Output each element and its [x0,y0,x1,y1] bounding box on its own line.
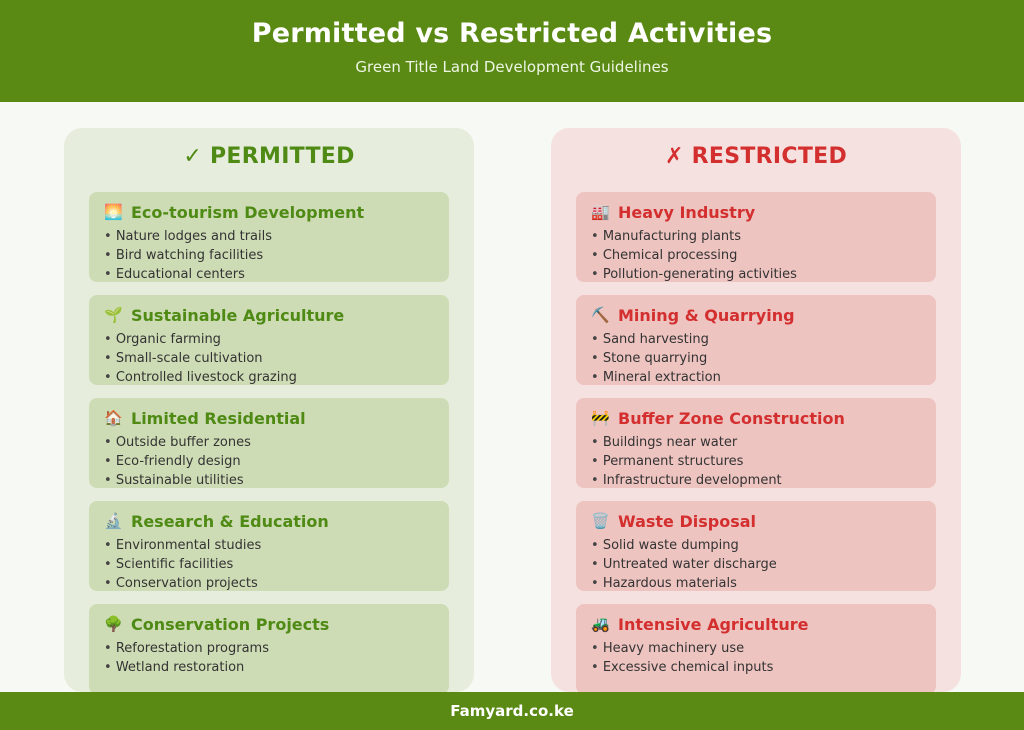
landscape-icon: 🌅 [104,203,123,221]
card-title: Heavy Industry [618,202,756,222]
list-item: • Wetland restoration [104,658,449,677]
list-item: • Educational centers [104,265,449,282]
factory-icon: 🏭 [591,203,610,221]
card-title: Mining & Quarrying [618,305,795,325]
card-item-list [591,639,936,677]
card-header [591,304,936,326]
list-item: • Small-scale cultivation [104,349,449,368]
list-item: • Untreated water discharge [591,555,936,574]
restricted-card [576,398,936,488]
card-header [104,510,449,532]
list-item: • Bird watching facilities [104,246,449,265]
pickaxe-icon: ⛏️ [591,306,610,324]
restricted-card [576,295,936,385]
tractor-icon: 🚜 [591,615,610,633]
construction-icon: 🚧 [591,409,610,427]
list-item: • Outside buffer zones [104,433,449,452]
permitted-card [89,501,449,591]
card-title: Research & Education [131,511,329,531]
permitted-card [89,295,449,385]
card-title: Intensive Agriculture [618,614,809,634]
card-title: Conservation Projects [131,614,330,634]
card-item-list [104,227,449,282]
restricted-heading: ✗ RESTRICTED [664,144,848,169]
list-item: • Solid waste dumping [591,536,936,555]
list-item: • Mineral extraction [591,368,936,385]
footer-site-name: Famyard.co.ke [450,702,574,720]
card-item-list [104,330,449,385]
card-item-list [104,433,449,488]
permitted-card [89,604,449,694]
card-header [591,510,936,532]
card-title: Sustainable Agriculture [131,305,345,325]
card-item-list [591,227,936,282]
list-item: • Reforestation programs [104,639,449,658]
restricted-card [576,192,936,282]
card-title: Limited Residential [131,408,306,428]
list-item: • Controlled livestock grazing [104,368,449,385]
footer [0,692,1024,730]
list-item: • Stone quarrying [591,349,936,368]
card-item-list [591,330,936,385]
wastebasket-icon: 🗑️ [591,512,610,530]
permitted-card [89,398,449,488]
list-item: • Hazardous materials [591,574,936,591]
card-title: Eco-tourism Development [131,202,365,222]
page-header [0,0,1024,102]
tree-icon: 🌳 [104,615,123,633]
restricted-panel [551,128,961,692]
restricted-card [576,604,936,694]
permitted-heading: ✓ PERMITTED [183,144,355,169]
page-title: Permitted vs Restricted Activities [251,18,773,49]
list-item: • Organic farming [104,330,449,349]
page-subtitle: Green Title Land Development Guidelines [355,58,669,76]
list-item: • Chemical processing [591,246,936,265]
house-icon: 🏠 [104,409,123,427]
card-header [591,201,936,223]
card-item-list [591,433,936,488]
card-header [104,304,449,326]
list-item: • Nature lodges and trails [104,227,449,246]
seedling-icon: 🌱 [104,306,123,324]
list-item: • Sand harvesting [591,330,936,349]
card-header [591,613,936,635]
list-item: • Manufacturing plants [591,227,936,246]
list-item: • Infrastructure development [591,471,936,488]
card-header [104,201,449,223]
permitted-panel [64,128,474,692]
permitted-card [89,192,449,282]
card-title: Waste Disposal [618,511,757,531]
list-item: • Eco-friendly design [104,452,449,471]
list-item: • Sustainable utilities [104,471,449,488]
list-item: • Buildings near water [591,433,936,452]
permitted-card-list [89,192,449,707]
card-header [591,407,936,429]
card-item-list [104,639,449,677]
list-item: • Environmental studies [104,536,449,555]
list-item: • Scientific facilities [104,555,449,574]
card-header [104,613,449,635]
restricted-card [576,501,936,591]
microscope-icon: 🔬 [104,512,123,530]
list-item: • Permanent structures [591,452,936,471]
list-item: • Excessive chemical inputs [591,658,936,677]
restricted-card-list [576,192,936,707]
card-title: Buffer Zone Construction [618,408,845,428]
list-item: • Pollution-generating activities [591,265,936,282]
card-item-list [591,536,936,591]
card-header [104,407,449,429]
list-item: • Conservation projects [104,574,449,591]
list-item: • Heavy machinery use [591,639,936,658]
card-item-list [104,536,449,591]
